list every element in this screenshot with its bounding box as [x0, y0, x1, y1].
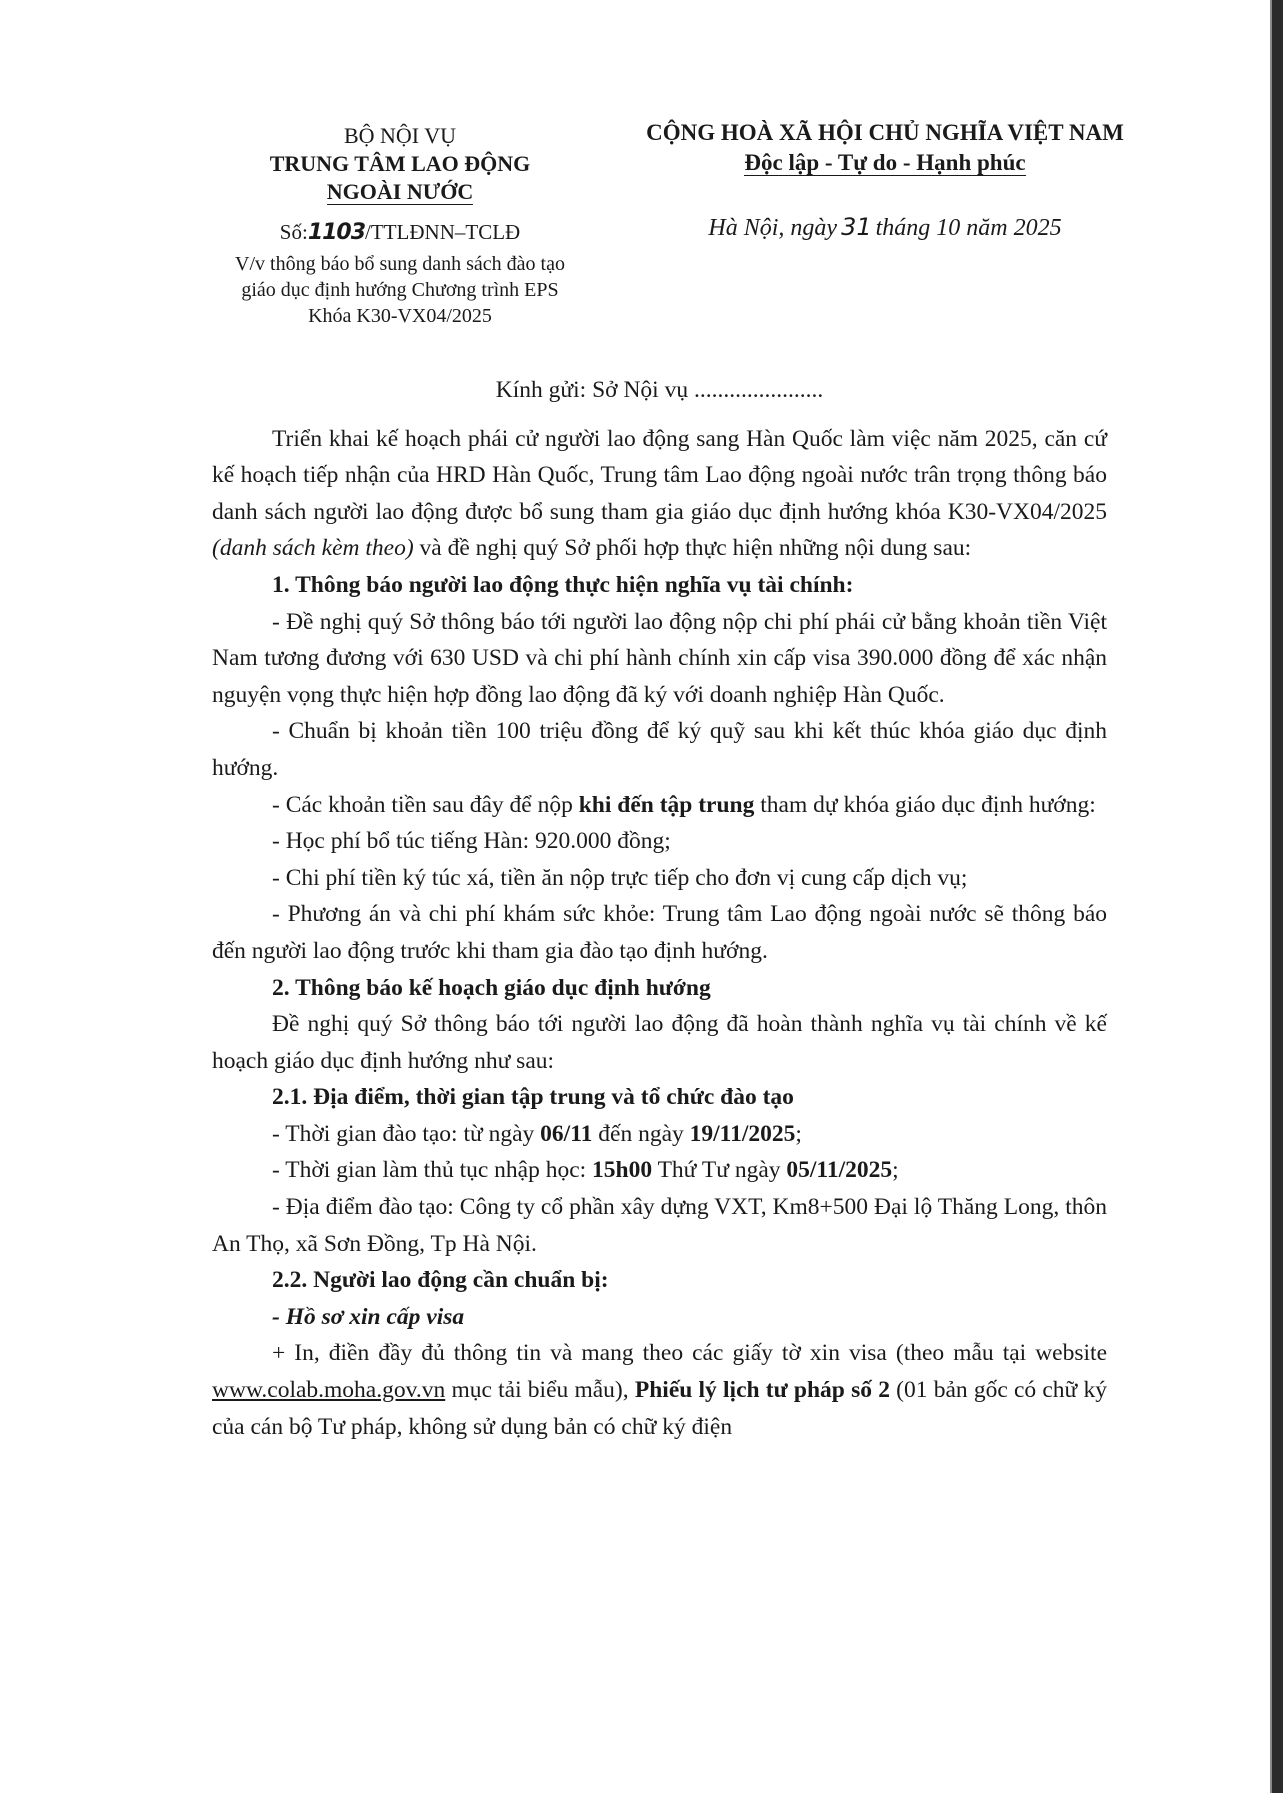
national-header — [600, 118, 1170, 243]
section-1-item-onsite: - Các khoản tiền sau đây để nộp khi đến tập trung tham dự khóa giáo dục định hướng: — [272, 791, 1096, 818]
section-2-2-visa-heading: - Hồ sơ xin cấp visa — [272, 1303, 465, 1330]
document-subject: V/v thông báo bổ sung danh sách đào tạo giáo dục định hướng Chương trình EPS Khóa K30-VX04/2025 — [235, 253, 565, 327]
document-body — [212, 372, 1107, 1445]
section-2-1-enrollment-time: - Thời gian làm thủ tục nhập học: 15h00 Thứ Tư ngày 05/11/2025; — [272, 1157, 899, 1184]
section-2-1-heading: 2.1. Địa điểm, thời gian tập trung và tổ chức đào tạo — [272, 1084, 794, 1111]
scan-edge-border — [1272, 0, 1283, 1793]
document-number: Số:1103/TTLĐNN–TCLĐ — [279, 220, 521, 245]
issuer-block — [210, 122, 590, 329]
recipient-line: Kính gửi: Sở Nội vụ ...................... — [495, 377, 824, 403]
section-2-intro: Đề nghị quý Sở thông báo tới người lao động đã hoàn thành nghĩa vụ tài chính về kế hoạch giáo dục định hướng như sau: — [212, 1011, 1107, 1074]
ministry-name: BỘ NỘI VỤ — [343, 123, 457, 148]
section-1-item-deposit: - Chuẩn bị khoản tiền 100 triệu đồng để ký quỹ sau khi kết thúc khóa giáo dục định hướng. — [212, 718, 1107, 781]
section-1-item-dorm: - Chi phí tiền ký túc xá, tiền ăn nộp trực tiếp cho đơn vị cung cấp dịch vụ; — [272, 864, 968, 891]
colab-website-link[interactable]: www.colab.moha.gov.vn — [212, 1377, 446, 1404]
section-2-heading: 2. Thông báo kế hoạch giáo dục định hướng — [272, 974, 711, 1001]
section-2-1-location: - Địa điểm đào tạo: Công ty cổ phần xây dựng VXT, Km8+500 Đại lộ Thăng Long, thôn An Thọ, xã Sơn Đồng, Tp Hà Nội. — [212, 1194, 1107, 1257]
document-date: Hà Nội, ngày 31 tháng 10 năm 2025 — [708, 213, 1062, 241]
section-1-heading: 1. Thông báo người lao động thực hiện nghĩa vụ tài chính: — [272, 571, 854, 598]
section-2-2-visa-docs: + In, điền đầy đủ thông tin và mang theo các giấy tờ xin visa (theo mẫu tại website www.colab.moha.gov.vn mục tải biểu mẫu), Phiếu lý lịch tư pháp số 2 (01 bản gốc có chữ ký của cán bộ Tư pháp, không sử dụng bản có chữ ký điện — [212, 1340, 1108, 1440]
handwritten-day: 31 — [841, 213, 872, 241]
section-2-1-training-time: - Thời gian đào tạo: từ ngày 06/11 đến ngày 19/11/2025; — [272, 1120, 802, 1147]
nation-motto: Độc lập - Tự do - Hạnh phúc — [744, 150, 1026, 175]
nation-title: CỘNG HOÀ XÃ HỘI CHỦ NGHĨA VIỆT NAM — [646, 120, 1124, 145]
section-2-2-heading: 2.2. Người lao động cần chuẩn bị: — [272, 1267, 609, 1294]
section-1-item-fees: - Đề nghị quý Sở thông báo tới người lao động nộp chi phí phái cử bằng khoản tiền Việt Nam tương đương với 630 USD và chi phí hành chính xin cấp visa 390.000 đồng để xác nhận nguyện vọng thực hiện hợp đồng lao động đã ký với doanh nghiệp Hàn Quốc. — [212, 608, 1107, 708]
intro-paragraph: Triển khai kế hoạch phái cử người lao động sang Hàn Quốc làm việc năm 2025, căn cứ kế hoạch tiếp nhận của HRD Hàn Quốc, Trung tâm Lao động ngoài nước trân trọng thông báo danh sách người lao động được bổ sung tham gia giáo dục định hướng khóa K30-VX04/2025 (danh sách kèm theo) và đề nghị quý Sở phối hợp thực hiện những nội dung sau: — [212, 425, 1107, 562]
center-name-line1: TRUNG TÂM LAO ĐỘNG — [269, 151, 531, 176]
handwritten-number: 1103 — [307, 220, 366, 245]
section-1-item-health: - Phương án và chi phí khám sức khỏe: Trung tâm Lao động ngoài nước sẽ thông báo đến người lao động trước khi tham gia đào tạo định hướng. — [212, 901, 1107, 964]
section-1-item-tuition: - Học phí bổ túc tiếng Hàn: 920.000 đồng; — [272, 828, 671, 855]
center-name-line2: NGOÀI NƯỚC — [326, 179, 474, 204]
